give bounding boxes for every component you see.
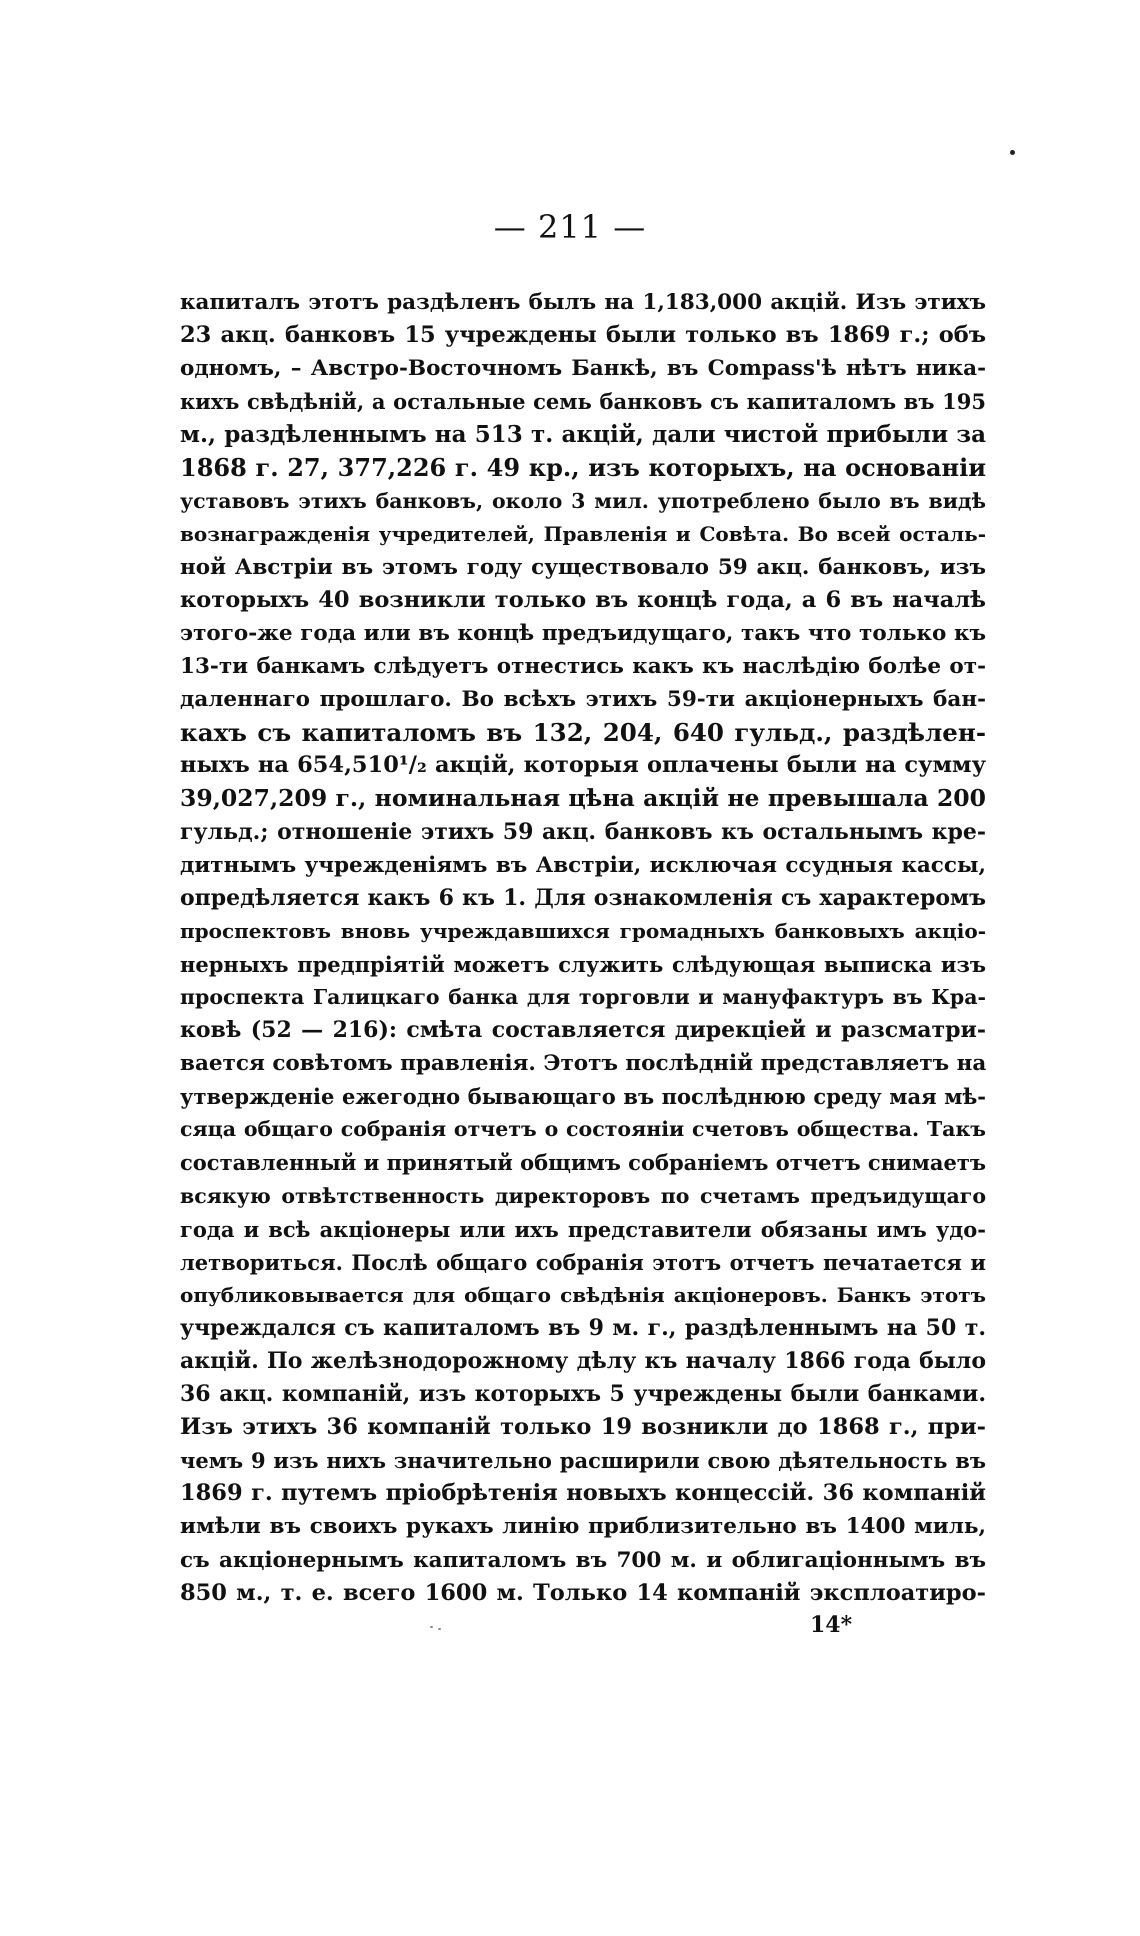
- text-line: чемъ 9 изъ нихъ значительно расширили свою дѣятельность въ: [180, 1448, 986, 1474]
- dust-speck: [430, 1626, 433, 1628]
- text-line: опубликовывается для общаго свѣдѣнія акціонеровъ. Банкъ этотъ: [180, 1282, 986, 1307]
- text-line: 39,027,209 г., номинальная цѣна акцій не превышала 200: [180, 784, 986, 813]
- text-line: дитнымъ учрежденіямъ въ Австріи, исключая ссудныя кассы,: [180, 852, 986, 878]
- text-line: даленнаго прошлаго. Во всѣхъ этихъ 59-ти акціонерныхъ бан-: [180, 687, 986, 713]
- text-line: вознагражденія учредителей, Правленія и Совѣта. Во всей осталь-: [180, 521, 986, 546]
- text-line: опредѣляется какъ 6 къ 1. Для ознакомленія съ характеромъ: [180, 884, 986, 911]
- text-line: кихъ свѣдѣній, а остальные семь банковъ съ капиталомъ въ 195: [180, 389, 986, 415]
- page-number: — 211 —: [493, 208, 647, 246]
- text-line: вается совѣтомъ правленія. Этотъ послѣдній представляетъ на: [180, 1051, 986, 1077]
- text-line: проспектовъ вновь учреждавшихся громадныхъ банковыхъ акціо-: [180, 918, 986, 943]
- text-line: учреждался съ капиталомъ въ 9 м. г., раздѣленнымъ на 50 т.: [180, 1314, 986, 1341]
- text-line: летвориться. Послѣ общаго собранія этотъ отчетъ печатается и: [180, 1249, 986, 1275]
- text-line: составленный и принятый общимъ собраніемъ отчетъ снимаетъ: [180, 1150, 986, 1176]
- text-line: уставовъ этихъ банковъ, около 3 мил. употреблено было въ видѣ: [180, 488, 986, 513]
- text-line: сяца общаго собранія отчетъ о состояніи счетовъ общества. Такъ: [180, 1117, 986, 1142]
- text-line: всякую отвѣтственность директоровъ по счетамъ предъидущаго: [180, 1183, 986, 1208]
- text-line: м., раздѣленнымъ на 513 т. акцій, дали чистой прибыли за: [180, 421, 986, 449]
- text-line: 1869 г. путемъ пріобрѣтенія новыхъ концессій. 36 компаній: [180, 1480, 986, 1507]
- text-line: 1868 г. 27, 377,226 г. 49 кр., изъ которыхъ, на основаніи: [180, 453, 986, 483]
- text-line: ныхъ на 654,510¹/₂ акцій, которыя оплачены были на сумму: [180, 752, 986, 779]
- text-line: утвержденіе ежегодно бывающаго въ послѣднюю среду мая мѣ-: [180, 1084, 986, 1110]
- text-line: нерныхъ предпріятій можетъ служить слѣдующая выписка изъ: [180, 951, 986, 977]
- text-line: съ акціонернымъ капиталомъ въ 700 м. и облигаціоннымъ въ: [180, 1547, 986, 1573]
- dust-speck: [1010, 150, 1015, 155]
- text-line: ной Австріи въ этомъ году существовало 59 акц. банковъ, изъ: [180, 554, 986, 580]
- text-line: одномъ, – Австро-Восточномъ Банкѣ, въ Compass'ѣ нѣтъ никa-: [180, 356, 986, 382]
- text-line: 13-ти банкамъ слѣдуетъ отнестись какъ къ наслѣдію болѣе от-: [180, 654, 986, 680]
- text-line: года и всѣ акціонеры или ихъ представители обязаны имъ удо-: [180, 1216, 986, 1242]
- text-line: проспекта Галицкаго банка для торговли и мануфактуръ въ Кра-: [180, 984, 986, 1009]
- text-line: 23 акц. банковъ 15 учреждены были только въ 1869 г.; объ: [180, 322, 986, 349]
- signature-mark: 14*: [810, 1612, 853, 1638]
- text-line: ковѣ (52 — 216): смѣта составляется дирекціей и разсматри-: [180, 1017, 986, 1044]
- dust-speck: [438, 1628, 441, 1630]
- text-line: которыхъ 40 возникли только въ концѣ года, а 6 въ началѣ: [180, 586, 986, 613]
- text-line: имѣли въ своихъ рукахъ линію приблизительно въ 1400 миль,: [180, 1514, 986, 1540]
- text-line: капиталъ этотъ раздѣленъ былъ на 1,183,000 акцій. Изъ этихъ: [180, 290, 986, 315]
- body-text: [180, 286, 986, 1610]
- text-line: этого-же года или въ концѣ предъидущаго, такъ что только къ: [180, 620, 986, 646]
- text-line: 850 м., т. е. всего 1600 м. Только 14 компаній эксплоатиро-: [180, 1579, 986, 1606]
- text-line: 36 акц. компаній, изъ которыхъ 5 учреждены были банками.: [180, 1381, 986, 1408]
- text-line: гульд.; отношеніе этихъ 59 акц. банковъ къ остальнымъ кре-: [180, 818, 986, 845]
- text-line: акцій. По желѣзнодорожному дѣлу къ началу 1866 года было: [180, 1348, 986, 1374]
- text-line: Изъ этихъ 36 компаній только 19 возникли до 1868 г., при-: [180, 1414, 986, 1441]
- text-line: кахъ съ капиталомъ въ 132, 204, 640 гульд., раздѣлен-: [180, 718, 986, 748]
